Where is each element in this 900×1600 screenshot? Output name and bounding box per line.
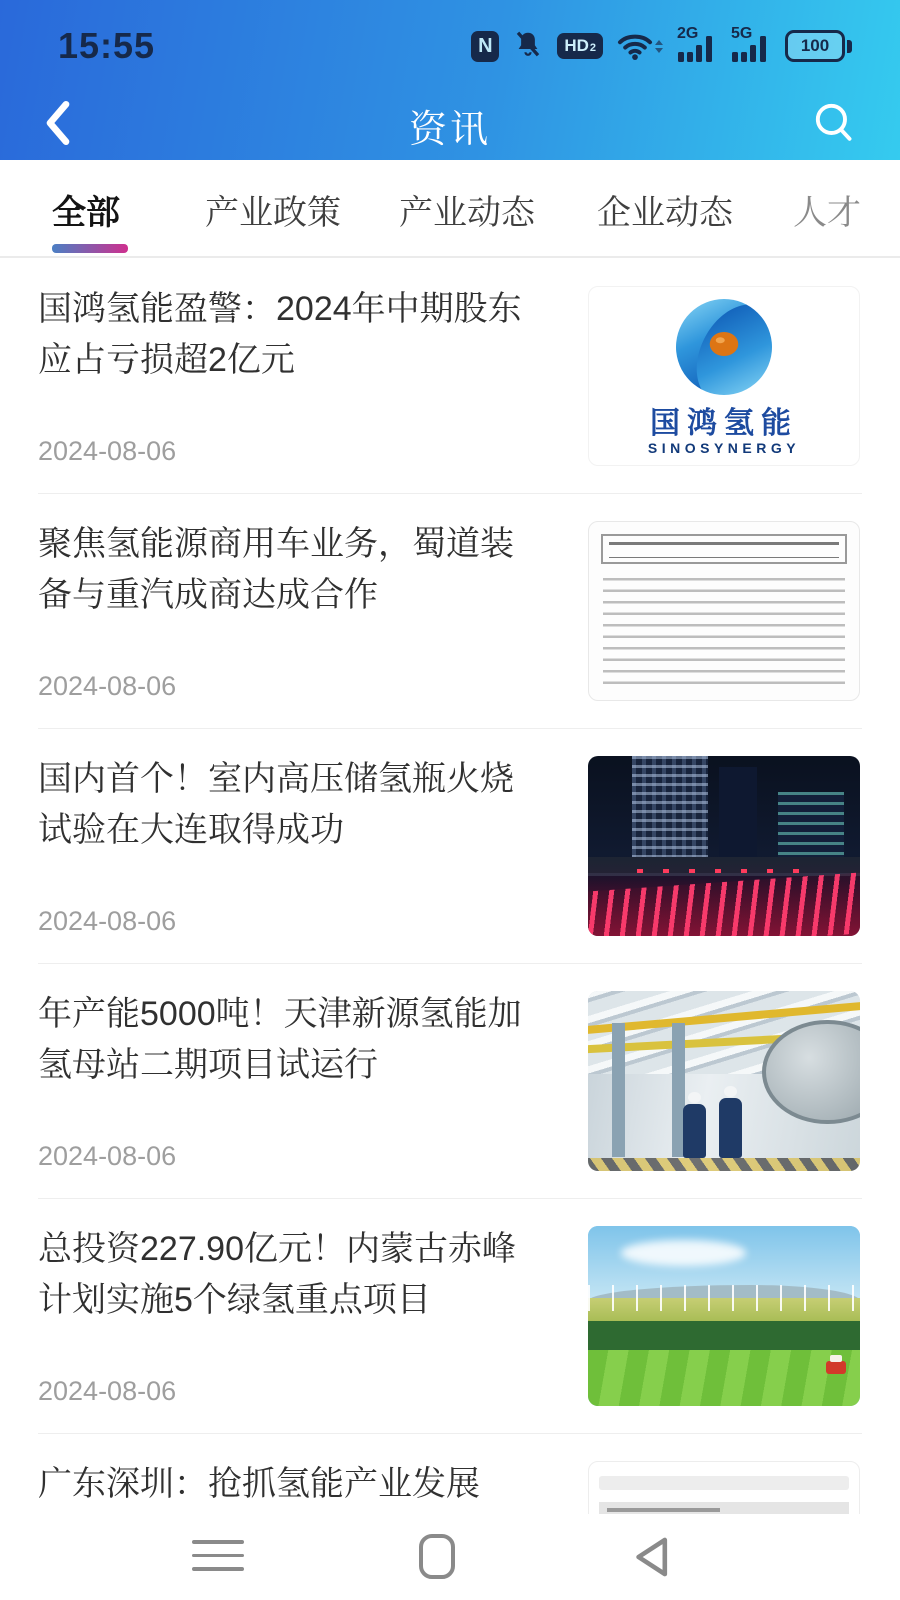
category-tabs <box>0 160 900 258</box>
sinosynergy-name-en: SINOSYNERGY <box>647 440 801 456</box>
signal-2g-icon <box>677 25 717 63</box>
tab-industry-policy[interactable]: 产业政策 <box>205 193 341 232</box>
nfc-icon: N <box>471 31 499 62</box>
signal-5g-icon <box>731 25 771 63</box>
tab-industry-news[interactable]: 产业动态 <box>399 193 535 232</box>
document-notice-box <box>601 534 847 564</box>
app-header <box>0 86 900 160</box>
system-nav-bar <box>0 1514 900 1600</box>
wifi-icon <box>617 31 663 61</box>
news-title: 国内首个！室内高压储氢瓶火烧试验在大连取得成功 <box>38 760 514 849</box>
cloud <box>621 1240 746 1265</box>
red-car <box>826 1361 846 1374</box>
home-icon[interactable] <box>419 1534 455 1579</box>
news-list <box>0 258 900 1600</box>
news-item[interactable] <box>0 728 900 963</box>
battery-nub <box>847 40 852 53</box>
article-thumbnail-sinosynergy-logo <box>588 286 860 466</box>
signal-2g-label: 2G <box>677 25 699 42</box>
plant-column <box>612 1023 625 1156</box>
battery-level: 100 <box>785 30 845 62</box>
search-icon[interactable] <box>812 100 856 144</box>
building <box>778 792 843 860</box>
green-grassland <box>588 1350 860 1406</box>
news-date: 2024-08-06 <box>38 906 177 936</box>
hd-sub: 2 <box>589 42 596 54</box>
status-bar <box>0 0 900 86</box>
article-thumbnail-night-city <box>588 756 860 936</box>
news-date: 2024-08-06 <box>38 671 177 701</box>
news-item-text <box>38 519 543 728</box>
active-tab-underline <box>52 244 128 253</box>
news-title: 聚焦氢能源商用车业务，蜀道装备与重汽成商达成合作 <box>38 525 514 614</box>
news-date: 2024-08-06 <box>38 1141 177 1171</box>
web-article-row <box>599 1476 849 1490</box>
building <box>632 756 708 868</box>
article-thumbnail-grassland <box>588 1226 860 1406</box>
news-item[interactable] <box>0 1198 900 1433</box>
signal-5g-label: 5G <box>731 25 753 42</box>
tab-talent[interactable]: 人才 <box>793 193 861 232</box>
clock: 15:55 <box>58 25 156 66</box>
hazard-floor-stripe <box>588 1158 860 1171</box>
news-item[interactable] <box>0 258 900 493</box>
document-text-lines <box>603 578 845 690</box>
news-title: 广东深圳：抢抓氢能产业发展 <box>38 1465 480 1503</box>
news-item-text <box>38 284 543 493</box>
news-item-text <box>38 1224 543 1433</box>
news-item-text <box>38 989 543 1198</box>
tab-enterprise-news[interactable]: 企业动态 <box>597 193 733 232</box>
tail-lights <box>637 869 800 873</box>
news-title: 年产能5000吨！天津新源氢能加氢母站二期项目试运行 <box>38 995 522 1084</box>
news-item[interactable] <box>0 963 900 1198</box>
news-item[interactable] <box>0 493 900 728</box>
back-triangle-icon[interactable] <box>630 1536 676 1578</box>
sinosynergy-swirl-icon <box>664 287 784 407</box>
page-title: 资讯 <box>408 109 491 151</box>
article-thumbnail-document <box>588 521 860 701</box>
wifi-traffic-arrows <box>655 40 663 53</box>
wind-farm-meadow <box>588 1298 860 1321</box>
article-thumbnail-hydrogen-plant <box>588 991 860 1171</box>
news-title: 国鸿氢能盈警：2024年中期股东应占亏损超2亿元 <box>38 290 522 379</box>
tab-all[interactable]: 全部 <box>52 193 120 232</box>
hd-label: HD <box>564 36 589 55</box>
worker-figure <box>719 1098 742 1158</box>
news-title: 总投资227.90亿元！内蒙古赤峰计划实施5个绿氢重点项目 <box>38 1230 516 1319</box>
status-icons <box>471 25 852 65</box>
battery-icon <box>785 30 852 62</box>
sinosynergy-name-cn: 国鸿氢能 <box>650 407 798 440</box>
hd-voice-icon <box>557 33 603 59</box>
dark-field-band <box>588 1321 860 1350</box>
menu-icon[interactable] <box>192 1540 244 1574</box>
mute-icon <box>513 28 543 65</box>
worker-figure <box>683 1104 706 1158</box>
news-date: 2024-08-06 <box>38 1376 177 1406</box>
news-item-text <box>38 754 543 963</box>
building <box>719 767 757 857</box>
news-date: 2024-08-06 <box>38 436 177 466</box>
